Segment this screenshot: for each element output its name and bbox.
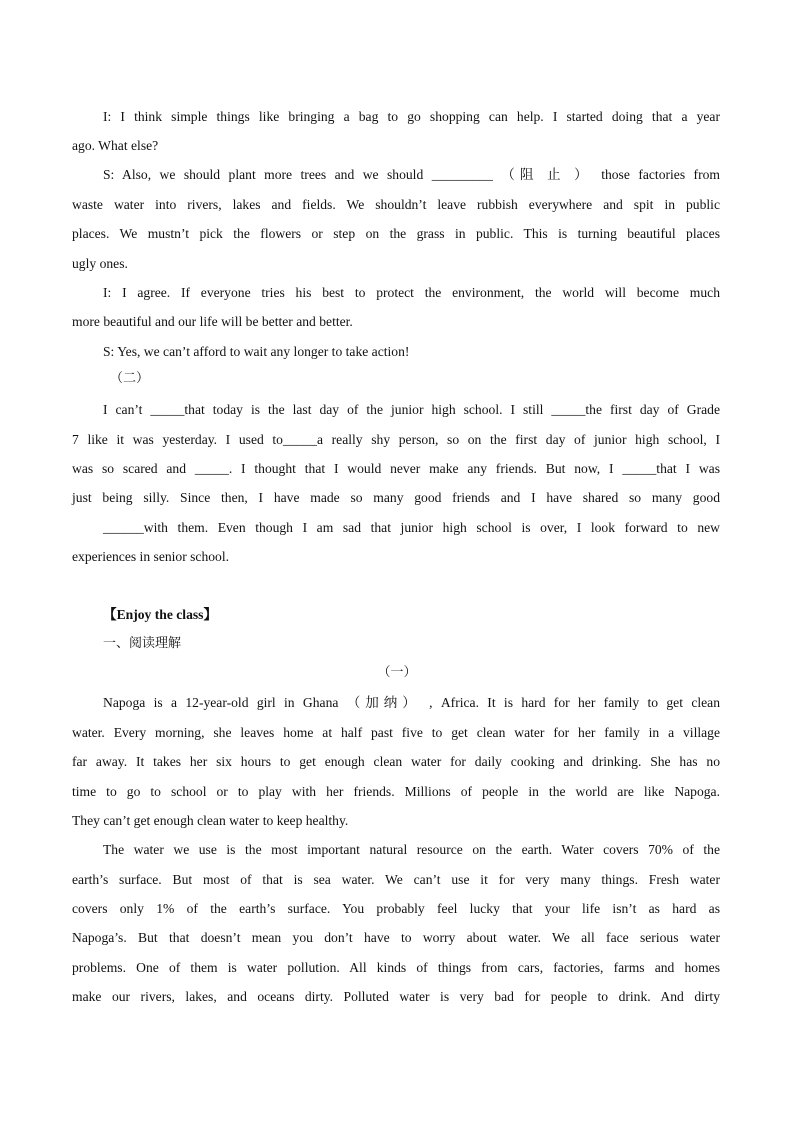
- dialogue-line-3: S: Also, we should plant more trees and we should _________ （阻 止 ） those factories from: [103, 167, 720, 182]
- passage-line-3: far away. It takes her six hours to get enough clean water for daily cooking and drinking. She has no: [72, 754, 720, 769]
- dialogue-line-6: ugly ones.: [72, 256, 128, 271]
- dialogue-line-7: I: I agree. If everyone tries his best to protect the environment, the world will become much: [103, 285, 720, 300]
- dialogue-line-8: more beautiful and our life will be better and better.: [72, 314, 353, 329]
- passage-line-11: make our rivers, lakes, and oceans dirty. Polluted water is very bad for people to drink. And dirty: [72, 989, 720, 1004]
- enjoy-class-title: 【Enjoy the class】: [103, 607, 218, 622]
- dialogue-line-2: ago. What else?: [72, 138, 159, 153]
- passage-line-1: Napoga is a 12-year-old girl in Ghana （加纳） , Africa. It is hard for her family to get clean: [103, 695, 720, 710]
- reading-comprehension-subtitle: 一、阅读理解: [103, 636, 182, 651]
- passage-line-6: The water we use is the most important natural resource on the earth. Water covers 70% of the: [103, 842, 720, 857]
- passage-line-4: time to go to school or to play with her friends. Millions of people in the world are like Napoga.: [72, 784, 720, 799]
- cloze-line-4: just being silly. Since then, I have made so many good friends and I have shared so many good: [72, 490, 720, 505]
- cloze-line-1: I can’t _____that today is the last day of the junior high school. I still _____the first day of Grade: [103, 402, 720, 417]
- passage-number: （一）: [377, 665, 417, 680]
- dialogue-line-4: waste water into rivers, lakes and fields. We shouldn’t leave rubbish everywhere and spit in public: [72, 197, 720, 212]
- passage-line-10: problems. One of them is water pollution. All kinds of things from cars, factories, farms and homes: [72, 960, 720, 975]
- passage-line-8: covers only 1% of the earth’s surface. You probably feel lucky that your life isn’t as hard as: [72, 901, 720, 916]
- section-heading-2: （二）: [110, 371, 150, 386]
- cloze-line-5: ______with them. Even though I am sad that junior high school is over, I look forward to new: [103, 520, 720, 535]
- passage-line-2: water. Every morning, she leaves home at half past five to get clean water for her family in a village: [72, 725, 720, 740]
- cloze-line-2: 7 like it was yesterday. I used to_____a really shy person, so on the first day of junior high school, I: [72, 432, 720, 447]
- cloze-line-3: was so scared and _____. I thought that I would never make any friends. But now, I _____that I was: [72, 461, 720, 476]
- dialogue-line-5: places. We mustn’t pick the flowers or step on the grass in public. This is turning beautiful places: [72, 226, 720, 241]
- cloze-line-6: experiences in senior school.: [72, 549, 230, 564]
- dialogue-line-9: S: Yes, we can’t afford to wait any longer to take action!: [103, 344, 410, 359]
- passage-line-5: They can’t get enough clean water to keep healthy.: [72, 813, 349, 828]
- dialogue-line-1: I: I think simple things like bringing a bag to go shopping can help. I started doing that a year: [103, 109, 720, 124]
- passage-line-9: Napoga’s. But that doesn’t mean you don’t have to worry about water. We all face serious water: [72, 930, 720, 945]
- passage-line-7: earth’s surface. But most of that is sea water. We can’t use it for very many things. Fresh water: [72, 872, 720, 887]
